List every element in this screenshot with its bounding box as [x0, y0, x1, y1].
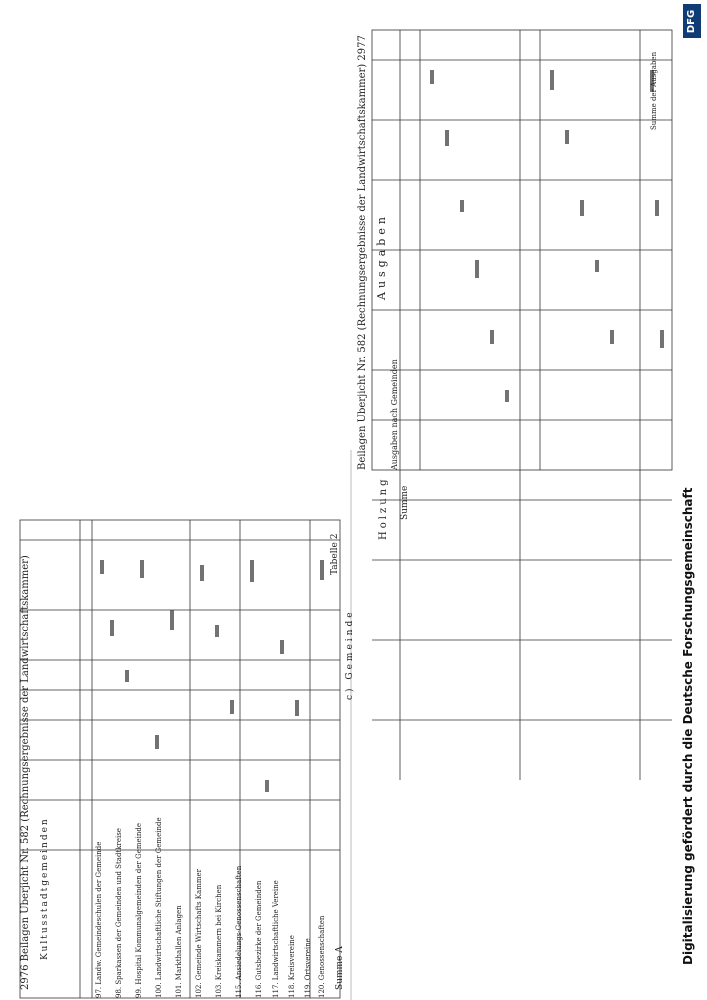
- right-top-label: Ausgaben: [375, 213, 388, 300]
- left-row: 116. Gutsbezirke der Gemeinden: [255, 880, 263, 998]
- left-row: 97. Landw. Gemeindeschulen der Gemeinde: [95, 841, 103, 998]
- left-row: 98. Sparkassen der Gemeinden und Stadtkreise: [115, 828, 123, 998]
- left-section-label: c) Gemeinde: [345, 609, 355, 700]
- left-col-header: Kultusstadtgemeinden: [40, 817, 50, 960]
- dfg-watermark-text: Digitalisierung gefördert durch die Deutsche Forschungsgemeinschaft: [681, 487, 695, 965]
- left-row: 115. Ansiedelungs-Genossenschaften: [235, 865, 243, 998]
- dfg-logo: DFG: [683, 4, 701, 38]
- right-totals: Summe: [400, 485, 410, 520]
- right-mid-label: Holzung: [378, 476, 389, 540]
- left-table-label: Tabelle 2: [330, 533, 340, 575]
- left-page-header: 2976 Beilagen Uberjicht Nr. 582 (Rechnungsergebnisse der Landwirtschaftskammer): [20, 555, 31, 990]
- left-row: 117. Landwirtschaftliche Vereine: [272, 880, 280, 998]
- left-row: 102. Gemeinde Wirtschafts Kammer: [195, 869, 203, 998]
- left-row: 120. Genossenschaften: [318, 915, 326, 998]
- left-row: 103. Kreiskammern bei Kirchen: [215, 884, 223, 998]
- left-row: 100. Landwirtschaftliche Stiftungen der Gemeinde: [155, 817, 163, 998]
- left-totals: Summe A: [335, 946, 345, 990]
- right-sub-label: Ausgaben nach Gemeinden: [390, 359, 399, 470]
- left-row: 99. Hospital Kommunalgemeinden der Gemeinde: [135, 823, 143, 998]
- left-row: 118. Kreisvereine: [288, 935, 296, 998]
- left-row: 119. Ortsvereine: [304, 938, 312, 998]
- right-col-header: Summe der Ausgaben: [650, 51, 658, 130]
- right-page-header: Beilagen Uberjicht Nr. 582 (Rechnungsergebnisse der Landwirtschaftskammer) 2977: [357, 35, 368, 470]
- left-row: 101. Markthallen Anlagen: [175, 905, 183, 998]
